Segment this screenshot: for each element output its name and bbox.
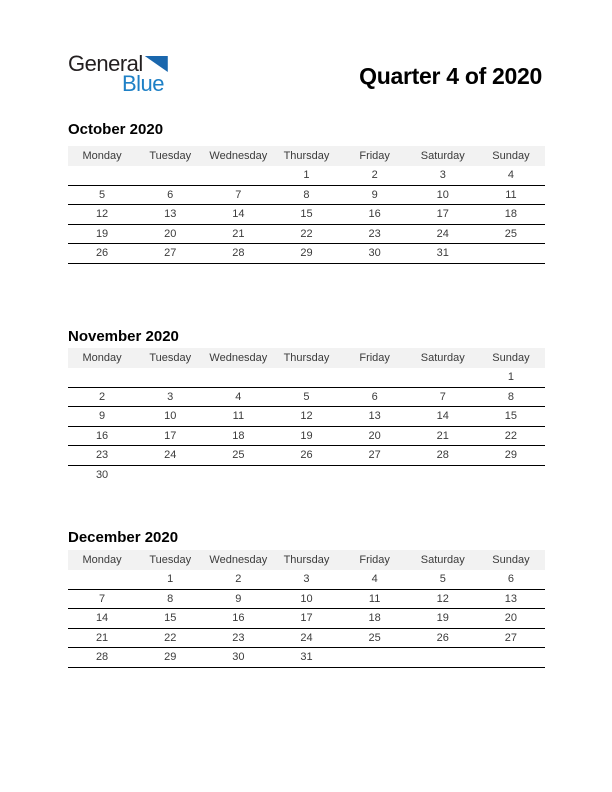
day-cell: 26 (68, 244, 136, 264)
weekday-header-tuesday: Tuesday (136, 146, 204, 166)
weekday-header-sunday: Sunday (477, 550, 545, 570)
day-cell: 20 (477, 609, 545, 629)
week-row (68, 387, 545, 407)
general-blue-logo (68, 51, 168, 96)
day-cell: 1 (136, 570, 204, 589)
day-cell: 23 (68, 446, 136, 466)
day-cell: 6 (477, 570, 545, 589)
day-cell: 3 (136, 387, 204, 407)
day-cell: 7 (409, 387, 477, 407)
day-cell: 9 (341, 185, 409, 205)
weekday-header-row (68, 348, 545, 368)
month-section-november (68, 327, 545, 484)
weekday-header-thursday: Thursday (272, 550, 340, 570)
day-cell: 22 (477, 426, 545, 446)
day-cell: 17 (409, 205, 477, 225)
day-cell (341, 648, 409, 668)
day-cell: 29 (272, 244, 340, 264)
day-cell: 21 (204, 224, 272, 244)
day-cell: 29 (477, 446, 545, 466)
day-cell: 6 (341, 387, 409, 407)
day-cell (68, 166, 136, 185)
day-cell: 20 (136, 224, 204, 244)
day-cell: 16 (341, 205, 409, 225)
weekday-header-sunday: Sunday (477, 146, 545, 166)
weekday-header-sunday: Sunday (477, 348, 545, 368)
day-cell (136, 368, 204, 387)
day-cell: 16 (68, 426, 136, 446)
day-cell: 25 (341, 628, 409, 648)
day-cell (68, 570, 136, 589)
page-title: Quarter 4 of 2020 (359, 63, 542, 89)
day-cell: 15 (136, 609, 204, 629)
day-cell: 31 (409, 244, 477, 264)
day-cell: 8 (136, 589, 204, 609)
day-cell (409, 648, 477, 668)
day-cell: 3 (409, 166, 477, 185)
day-cell: 2 (341, 166, 409, 185)
day-cell: 12 (272, 407, 340, 427)
weekday-header-friday: Friday (341, 146, 409, 166)
day-cell: 10 (272, 589, 340, 609)
day-cell: 18 (341, 609, 409, 629)
day-cell: 13 (341, 407, 409, 427)
weekday-header-saturday: Saturday (409, 146, 477, 166)
day-cell: 10 (409, 185, 477, 205)
day-cell: 23 (341, 224, 409, 244)
october-calendar-table (68, 146, 545, 264)
day-cell (341, 465, 409, 484)
month-title-november: November 2020 (68, 328, 179, 345)
week-row (68, 446, 545, 466)
month-title-october: October 2020 (68, 121, 164, 138)
day-cell (136, 465, 204, 484)
day-cell (272, 465, 340, 484)
day-cell: 12 (409, 589, 477, 609)
weekday-header-monday: Monday (68, 348, 136, 368)
week-row (68, 426, 545, 446)
day-cell: 2 (204, 570, 272, 589)
month-section-december (68, 528, 545, 668)
day-cell (204, 465, 272, 484)
day-cell: 1 (477, 368, 545, 387)
day-cell: 11 (341, 589, 409, 609)
day-cell: 15 (272, 205, 340, 225)
day-cell: 30 (204, 648, 272, 668)
week-row (68, 244, 545, 264)
day-cell: 4 (341, 570, 409, 589)
day-cell (477, 244, 545, 264)
weekday-header-monday: Monday (68, 146, 136, 166)
day-cell (136, 166, 204, 185)
day-cell: 24 (136, 446, 204, 466)
week-row (68, 224, 545, 244)
day-cell: 10 (136, 407, 204, 427)
day-cell: 22 (272, 224, 340, 244)
day-cell: 25 (477, 224, 545, 244)
day-cell: 28 (204, 244, 272, 264)
month-title-december: December 2020 (68, 529, 179, 546)
day-cell: 8 (477, 387, 545, 407)
week-row (68, 368, 545, 387)
day-cell (477, 465, 545, 484)
day-cell: 14 (409, 407, 477, 427)
week-row (68, 628, 545, 648)
day-cell: 12 (68, 205, 136, 225)
day-cell: 16 (204, 609, 272, 629)
week-row (68, 609, 545, 629)
day-cell: 13 (477, 589, 545, 609)
day-cell: 24 (409, 224, 477, 244)
day-cell: 29 (136, 648, 204, 668)
weekday-header-friday: Friday (341, 348, 409, 368)
weekday-header-saturday: Saturday (409, 550, 477, 570)
day-cell: 19 (68, 224, 136, 244)
day-cell: 7 (204, 185, 272, 205)
week-row (68, 185, 545, 205)
day-cell: 31 (272, 648, 340, 668)
december-calendar-table (68, 550, 545, 668)
day-cell: 7 (68, 589, 136, 609)
november-calendar-table (68, 348, 545, 484)
day-cell: 13 (136, 205, 204, 225)
weekday-header-wednesday: Wednesday (204, 146, 272, 166)
weekday-header-monday: Monday (68, 550, 136, 570)
day-cell (341, 368, 409, 387)
weekday-header-row (68, 550, 545, 570)
weekday-header-row (68, 146, 545, 166)
weekday-header-wednesday: Wednesday (204, 550, 272, 570)
day-cell: 28 (409, 446, 477, 466)
day-cell (477, 648, 545, 668)
day-cell: 21 (68, 628, 136, 648)
day-cell: 9 (204, 589, 272, 609)
day-cell (204, 368, 272, 387)
day-cell: 19 (272, 426, 340, 446)
day-cell: 17 (272, 609, 340, 629)
logo-text-general: General (68, 51, 143, 76)
week-row (68, 570, 545, 589)
day-cell: 25 (204, 446, 272, 466)
day-cell: 5 (409, 570, 477, 589)
day-cell: 4 (477, 166, 545, 185)
day-cell: 5 (272, 387, 340, 407)
day-cell: 27 (477, 628, 545, 648)
weekday-header-saturday: Saturday (409, 348, 477, 368)
day-cell: 30 (341, 244, 409, 264)
day-cell (409, 368, 477, 387)
week-row (68, 589, 545, 609)
day-cell: 28 (68, 648, 136, 668)
day-cell: 17 (136, 426, 204, 446)
day-cell: 2 (68, 387, 136, 407)
day-cell: 27 (341, 446, 409, 466)
day-cell: 26 (272, 446, 340, 466)
week-row (68, 166, 545, 185)
day-cell: 9 (68, 407, 136, 427)
weekday-header-thursday: Thursday (272, 348, 340, 368)
day-cell: 21 (409, 426, 477, 446)
day-cell: 23 (204, 628, 272, 648)
day-cell: 19 (409, 609, 477, 629)
day-cell: 11 (477, 185, 545, 205)
day-cell: 3 (272, 570, 340, 589)
week-row (68, 205, 545, 225)
day-cell: 20 (341, 426, 409, 446)
day-cell: 18 (477, 205, 545, 225)
day-cell: 30 (95, 468, 109, 481)
week-row (68, 407, 545, 427)
day-cell: 1 (272, 166, 340, 185)
day-cell: 15 (477, 407, 545, 427)
day-cell: 4 (204, 387, 272, 407)
logo-text-blue: Blue (122, 71, 165, 96)
day-cell (409, 465, 477, 484)
day-cell: 18 (204, 426, 272, 446)
weekday-header-wednesday: Wednesday (204, 348, 272, 368)
week-row (68, 465, 545, 484)
day-cell: 8 (272, 185, 340, 205)
day-cell (272, 368, 340, 387)
day-cell (68, 368, 136, 387)
day-cell: 22 (136, 628, 204, 648)
day-cell: 24 (272, 628, 340, 648)
day-cell: 14 (68, 609, 136, 629)
weekday-header-friday: Friday (341, 550, 409, 570)
day-cell: 14 (204, 205, 272, 225)
day-cell: 11 (204, 407, 272, 427)
weekday-header-tuesday: Tuesday (136, 348, 204, 368)
month-section-october (68, 120, 545, 264)
day-cell (204, 166, 272, 185)
day-cell: 26 (409, 628, 477, 648)
weekday-header-tuesday: Tuesday (136, 550, 204, 570)
weekday-header-thursday: Thursday (272, 146, 340, 166)
day-cell: 5 (68, 185, 136, 205)
week-row (68, 648, 545, 668)
day-cell: 6 (136, 185, 204, 205)
logo-triangle-icon (145, 56, 168, 72)
day-cell: 27 (136, 244, 204, 264)
